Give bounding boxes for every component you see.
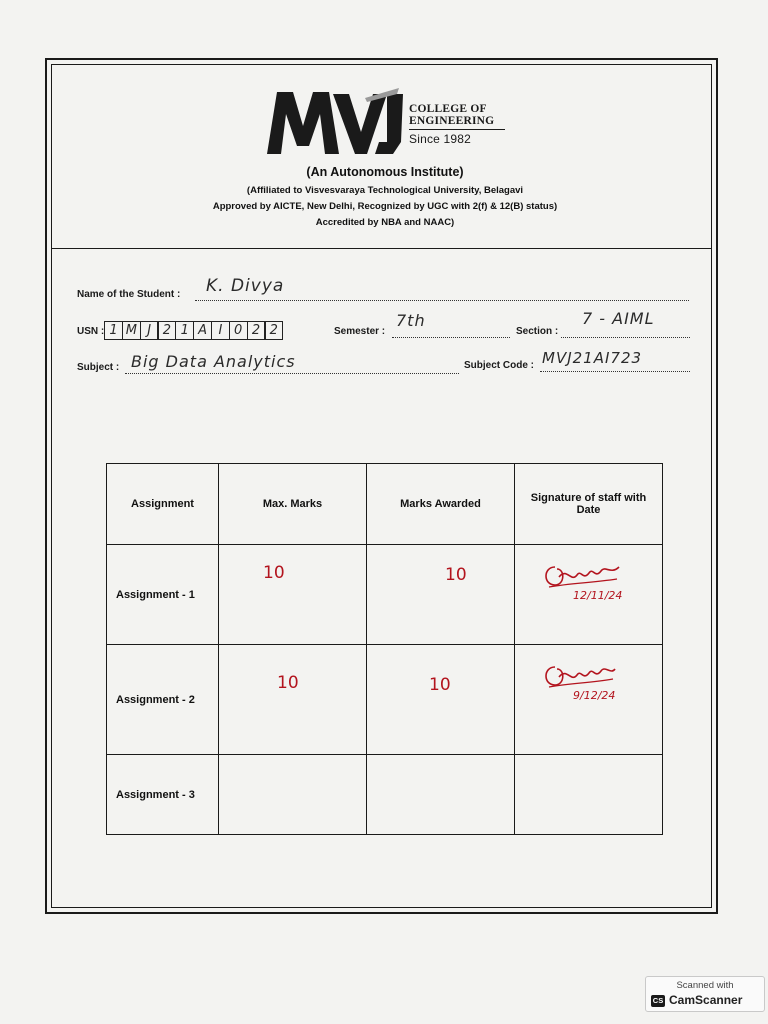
assignment-label: Assignment - 1 [107,545,219,645]
section-dotted-line [561,337,690,338]
marks-awarded-cell [367,645,515,755]
camscanner-badge [645,976,765,1012]
usn-boxes [104,321,282,340]
header-marks-awarded: Marks Awarded [367,464,515,545]
approval-text: Approved by AICTE, New Delhi, Recognized by UGC with 2(f) & 12(B) status) [212,201,558,212]
usn-label: USN : [77,326,105,337]
section-label: Section : [516,326,559,337]
usn-char-box: M [122,321,141,340]
subject-label: Subject : [77,362,120,373]
max-marks-cell [219,545,367,645]
camscanner-name: CamScanner [669,993,743,1007]
table-row [107,755,663,835]
name-dotted-line [195,300,689,301]
subject-code-dotted-line [540,371,690,372]
signature-cell [515,645,663,755]
since-text: Since 1982 [409,132,472,146]
usn-char-box: 0 [229,321,248,340]
assignment-label: Assignment - 2 [107,645,219,755]
mvj-logo-icon [263,84,413,160]
usn-char-box: 2 [264,321,283,340]
usn-char-box: 2 [157,321,176,340]
header-assignment: Assignment [107,464,219,545]
marks-awarded-cell [367,545,515,645]
student-name-value: K. Divya [206,276,285,296]
logo-text [409,103,505,146]
semester-dotted-line [392,337,510,338]
marks-awarded-cell [367,755,515,835]
autonomous-text: (An Autonomous Institute) [306,165,464,179]
signature-date: 9/12/24 [573,689,616,702]
usn-char-box: A [193,321,212,340]
max-marks-cell [219,645,367,755]
subject-value: Big Data Analytics [131,352,296,371]
camscanner-logo-icon: CS [652,996,664,1005]
usn-char-box: J [140,321,159,340]
institute-info [150,165,620,231]
logo-line-2: ENGINEERING [409,115,495,127]
name-label: Name of the Student : [77,289,181,300]
accreditation-text: Accredited by NBA and NAAC) [315,217,455,228]
table-row [107,645,663,755]
signature-icon [541,557,621,591]
semester-label: Semester : [334,326,386,337]
max-marks-value: 10 [277,673,299,693]
signature-date: 12/11/24 [573,589,623,602]
signature-cell [515,545,663,645]
usn-char-box: 1 [104,321,123,340]
table-header-row [107,464,663,545]
logo-line-1: COLLEGE OF [409,103,487,115]
usn-char-box: 1 [175,321,194,340]
header-max-marks: Max. Marks [219,464,367,545]
marks-awarded-value: 10 [445,565,467,585]
max-marks-value: 10 [263,563,285,583]
max-marks-cell [219,755,367,835]
table-row [107,545,663,645]
marks-table [106,463,663,835]
subject-code-label: Subject Code : [464,360,535,371]
subject-code-value: MVJ21AI723 [542,349,643,367]
signature-cell [515,755,663,835]
header-divider [51,248,712,249]
assignment-label: Assignment - 3 [107,755,219,835]
affiliation-text: (Affiliated to Visvesvaraya Technological University, Belagavi [246,185,524,196]
semester-value: 7th [396,311,426,330]
scanned-with-text: Scanned with [676,980,734,991]
subject-dotted-line [125,373,459,374]
marks-awarded-value: 10 [429,675,451,695]
section-value: 7 - AIML [582,309,655,328]
signature-icon [541,657,621,691]
usn-char-box: I [211,321,230,340]
usn-char-box: 2 [247,321,266,340]
header-signature: Signature of staff with Date [515,464,663,545]
